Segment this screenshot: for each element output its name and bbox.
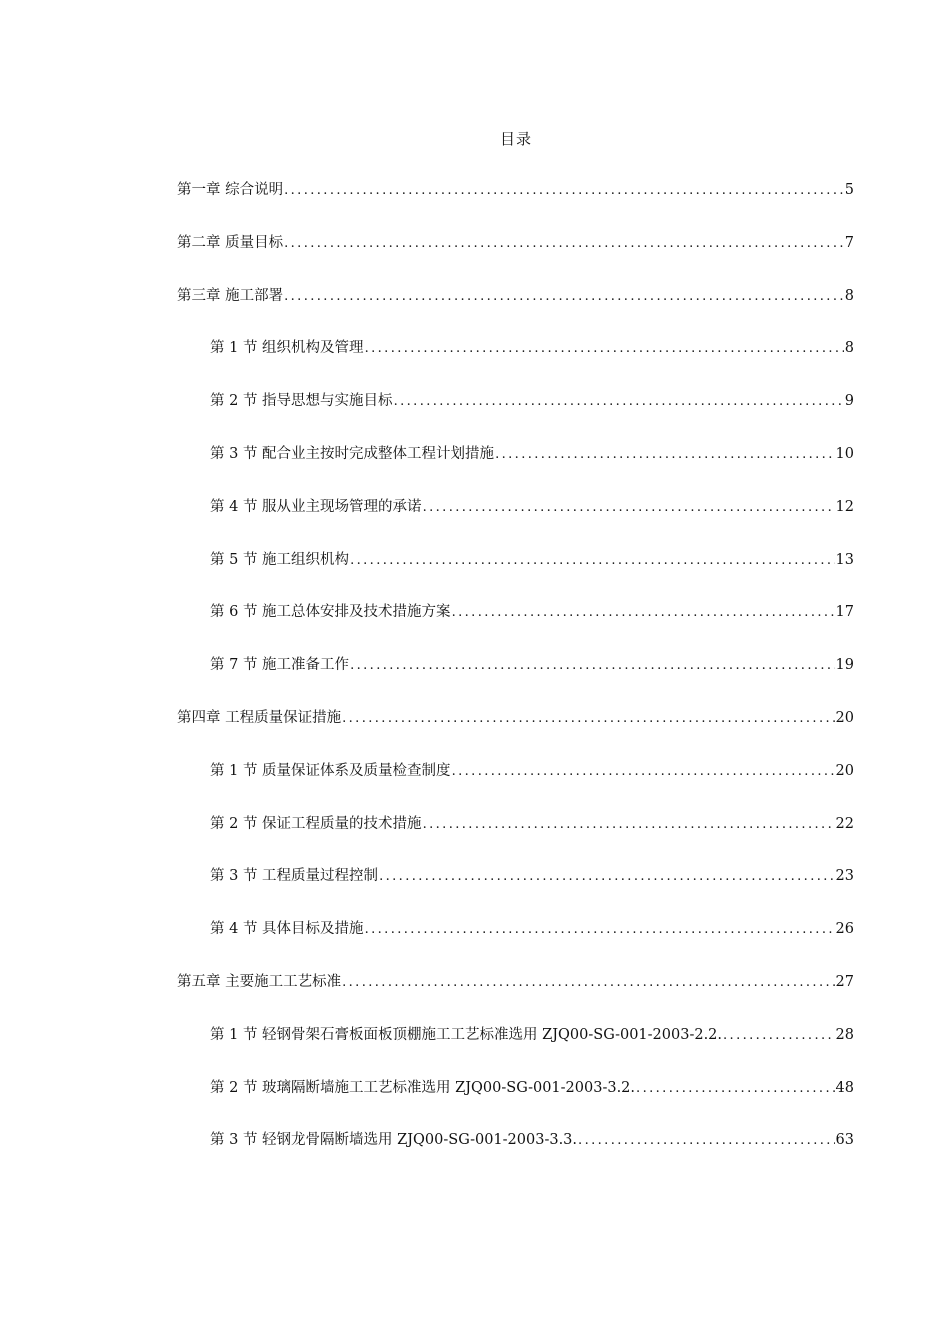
toc-entry-page-number: 10 bbox=[835, 446, 854, 462]
toc-dot-leader bbox=[284, 285, 844, 309]
toc-entry-page-number: 22 bbox=[835, 815, 854, 832]
toc-entry[interactable] bbox=[210, 600, 854, 624]
toc-entry-label: 第 4 节 具体目标及措施 bbox=[210, 921, 364, 938]
toc-entry-page-number: 17 bbox=[835, 604, 854, 621]
toc-entry-page-number: 20 bbox=[835, 710, 854, 726]
toc-entry-page-number: 13 bbox=[835, 551, 854, 568]
toc-dot-leader bbox=[365, 337, 844, 361]
toc-dot-leader bbox=[379, 865, 834, 889]
toc-title: 目录 bbox=[499, 130, 532, 148]
toc-entry[interactable] bbox=[210, 389, 854, 413]
toc-entry-label: 第二章 质量目标 bbox=[177, 234, 284, 251]
toc-entry-page-number: 27 bbox=[835, 974, 854, 990]
toc-entry-page-number: 8 bbox=[844, 287, 854, 304]
toc-entry-page-number: 23 bbox=[835, 868, 854, 885]
toc-dot-leader bbox=[423, 813, 835, 837]
toc-dot-leader bbox=[284, 179, 844, 203]
toc-entry[interactable] bbox=[177, 970, 854, 994]
toc-entry[interactable] bbox=[210, 495, 854, 519]
toc-entry[interactable] bbox=[177, 231, 854, 255]
toc-entry-label: 第 4 节 服从业主现场管理的承诺 bbox=[210, 498, 422, 515]
toc-entry-label: 第五章 主要施工工艺标准 bbox=[177, 974, 342, 990]
toc-entry-label: 第 6 节 施工总体安排及技术措施方案 bbox=[210, 604, 451, 621]
toc-entry-label: 第 3 节 工程质量过程控制 bbox=[210, 868, 379, 885]
toc-dot-leader bbox=[350, 549, 834, 573]
toc-dot-leader bbox=[723, 1024, 835, 1048]
toc-dot-leader bbox=[578, 1129, 835, 1153]
toc-dot-leader bbox=[350, 654, 834, 678]
toc-entry-page-number: 9 bbox=[844, 393, 854, 410]
toc-entry[interactable] bbox=[177, 706, 854, 730]
toc-entry-page-number: 28 bbox=[835, 1026, 854, 1043]
toc-entry-label: 第 2 节 玻璃隔断墙施工工艺标准选用 ZJQ00-SG-001-2003-3.2. bbox=[210, 1079, 636, 1096]
toc-entry-label: 第四章 工程质量保证措施 bbox=[177, 710, 342, 726]
toc-entry-label: 第 2 节 指导思想与实施目标 bbox=[210, 393, 393, 410]
toc-entry-page-number: 12 bbox=[835, 498, 854, 515]
toc-entry-page-number: 48 bbox=[835, 1079, 854, 1096]
toc-entry-label: 第 3 节 配合业主按时完成整体工程计划措施 bbox=[210, 446, 495, 462]
toc-entry-page-number: 26 bbox=[835, 921, 854, 938]
toc-dot-leader bbox=[452, 760, 835, 784]
toc-entry-label: 第 1 节 组织机构及管理 bbox=[210, 340, 364, 357]
toc-dot-leader bbox=[365, 918, 835, 942]
toc-entry[interactable] bbox=[210, 864, 854, 888]
toc-entry-label: 第 1 节 轻钢骨架石膏板面板顶棚施工工艺标准选用 ZJQ00-SG-001-2003-2.2. bbox=[210, 1026, 723, 1043]
toc-entry[interactable] bbox=[210, 917, 854, 941]
toc-entry-label: 第三章 施工部署 bbox=[177, 287, 284, 304]
toc-entry[interactable] bbox=[210, 812, 854, 836]
toc-entry[interactable] bbox=[177, 178, 854, 202]
toc-dot-leader bbox=[342, 707, 834, 731]
toc-entry[interactable] bbox=[210, 759, 854, 783]
toc-dot-leader bbox=[394, 390, 844, 414]
toc-dot-leader bbox=[423, 496, 835, 520]
toc-entry[interactable] bbox=[210, 548, 854, 572]
toc-dot-leader bbox=[452, 601, 835, 625]
toc-entry-page-number: 20 bbox=[835, 762, 854, 779]
toc-entry[interactable] bbox=[210, 336, 854, 360]
toc-entry[interactable] bbox=[210, 442, 854, 466]
toc-entry-label: 第 3 节 轻钢龙骨隔断墙选用 ZJQ00-SG-001-2003-3.3. bbox=[210, 1132, 578, 1149]
toc-entry[interactable] bbox=[210, 1128, 854, 1152]
toc-entry[interactable] bbox=[177, 284, 854, 308]
toc-entry-label: 第 1 节 质量保证体系及质量检查制度 bbox=[210, 762, 451, 779]
toc-entry-label: 第 2 节 保证工程质量的技术措施 bbox=[210, 815, 422, 832]
toc-entry[interactable] bbox=[210, 653, 854, 677]
toc-entry-label: 第 5 节 施工组织机构 bbox=[210, 551, 350, 568]
toc-entry-page-number: 8 bbox=[844, 340, 854, 357]
toc-dot-leader bbox=[636, 1077, 835, 1101]
toc-entry-label: 第一章 综合说明 bbox=[177, 182, 284, 198]
toc-entry[interactable] bbox=[210, 1023, 854, 1047]
toc-entry-page-number: 63 bbox=[835, 1132, 854, 1149]
toc-entry-label: 第 7 节 施工准备工作 bbox=[210, 657, 350, 674]
toc-dot-leader bbox=[495, 443, 834, 467]
toc-entry-page-number: 19 bbox=[835, 657, 854, 674]
toc-entry[interactable] bbox=[210, 1076, 854, 1100]
toc-dot-leader bbox=[342, 971, 834, 995]
toc-dot-leader bbox=[284, 232, 844, 256]
toc-entry-page-number: 7 bbox=[844, 234, 854, 251]
toc-entry-page-number: 5 bbox=[844, 182, 854, 198]
